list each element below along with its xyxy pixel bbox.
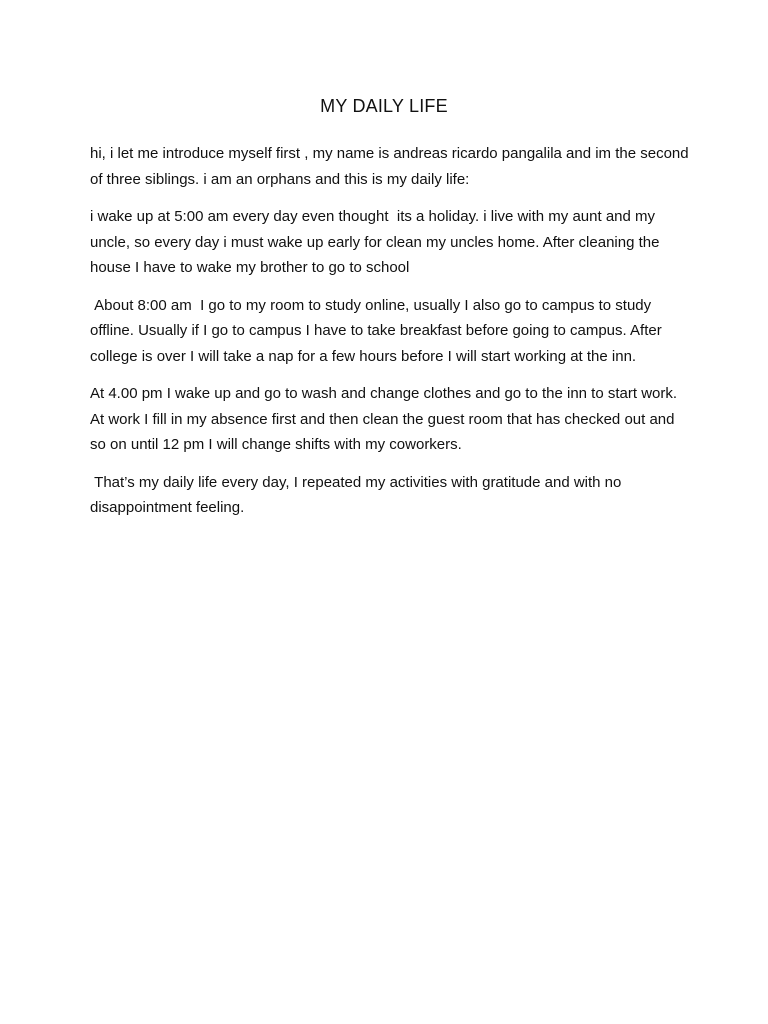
paragraph-introduction: hi, i let me introduce myself first , my name is andreas ricardo pangalila and im the second of three siblings. i am an orphans and this is my daily life: (90, 145, 693, 188)
paragraph-work: At 4.00 pm I wake up and go to wash and change clothes and go to the inn to start work. At work I fill in my absence first and then clean the guest room that has checked out and so on until 12 pm I will change shifts with my coworkers. (90, 385, 681, 453)
document-body (90, 141, 693, 533)
page-title: MY DAILY LIFE (320, 96, 448, 116)
paragraph-morning: i wake up at 5:00 am every day even thought its a holiday. i live with my aunt and my uncle, so every day i must wake up early for clean my uncles home. After cleaning the house I have to wake my brother to go to school (90, 208, 664, 276)
paragraph-conclusion: That’s my daily life every day, I repeated my activities with gratitude and with no disappointment feeling. (90, 473, 626, 516)
paragraph-study: About 8:00 am I go to my room to study online, usually I also go to campus to study offline. Usually if I go to campus I have to take breakfast before going to campus. After college is over I will take a nap for a few hours before I will start working at the inn. (90, 296, 666, 365)
